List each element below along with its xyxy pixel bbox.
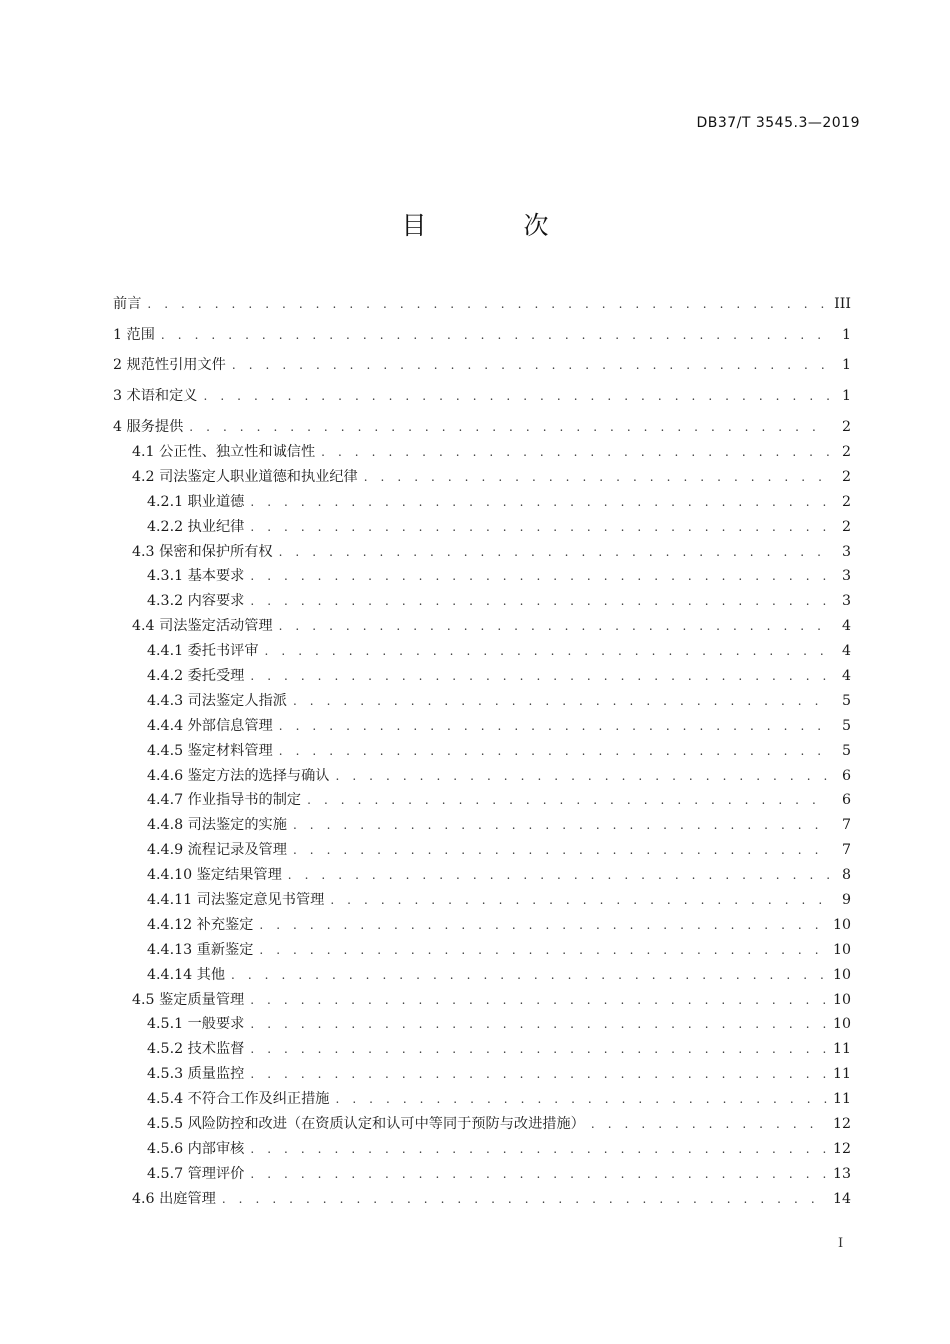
toc-entry[interactable] [113,490,851,515]
toc-entry-label: 4.5 鉴定质量管理 [132,991,245,1008]
toc-entry[interactable] [113,813,851,838]
toc-entry-page: 12 [832,1116,851,1133]
toc-entry-page: 3 [841,568,851,585]
toc-leader-dots [250,1012,827,1037]
toc-entry-page: 4 [841,643,851,660]
toc-entry-page: 10 [832,1016,851,1033]
toc-entry-page: 3 [841,593,851,610]
toc-entry-page: 4 [841,667,851,684]
toc-entry-page: 14 [832,1190,851,1207]
toc-leader-dots [259,913,827,938]
toc-entry-label: 4.1 公正性、独立性和诚信性 [132,443,316,460]
toc-entry-label: 4.5.3 质量监控 [147,1066,245,1083]
toc-entry-label: 4.4.1 委托书评审 [147,643,259,660]
toc-leader-dots [321,440,829,465]
toc-entry[interactable] [113,838,851,863]
toc-entry[interactable] [113,963,851,988]
toc-leader-dots [336,1087,827,1112]
toc-leader-dots [232,353,829,378]
toc-entry-page: 13 [832,1165,851,1182]
toc-leader-dots [293,838,829,863]
toc-entry-label: 4.6 出庭管理 [132,1190,216,1207]
toc-entry-page: 8 [841,867,851,884]
toc-entry-label: 4.2.2 执业纪律 [147,518,245,535]
toc-entry[interactable] [113,440,851,465]
toc-entry-label: 4.5.1 一般要求 [147,1016,245,1033]
toc-entry[interactable] [113,714,851,739]
toc-entry-label: 4.4.6 鉴定方法的选择与确认 [147,767,330,784]
toc-entry[interactable] [113,515,851,540]
toc-entry[interactable] [113,348,851,379]
toc-entry-label: 前言 [113,295,142,312]
toc-entry-page: 11 [832,1041,851,1058]
toc-entry[interactable] [113,913,851,938]
toc-entry-page: 10 [832,941,851,958]
toc-entry[interactable] [113,1037,851,1062]
toc-entry[interactable] [113,409,851,440]
toc-entry[interactable] [113,564,851,589]
toc-entry-label: 4.3 保密和保护所有权 [132,543,273,560]
toc-entry-page: 2 [841,443,851,460]
toc-leader-dots [231,963,827,988]
toc-entry-label: 4.4.10 鉴定结果管理 [147,867,282,884]
table-of-contents [113,286,851,1212]
toc-entry-page: 10 [832,916,851,933]
toc-entry-label: 4.4.5 鉴定材料管理 [147,742,273,759]
toc-entry-page: 5 [841,692,851,709]
toc-entry[interactable] [113,888,851,913]
toc-entry-page: 5 [841,742,851,759]
toc-entry[interactable] [113,614,851,639]
toc-entry-page: 1 [841,326,851,343]
toc-entry-label: 4.4.3 司法鉴定人指派 [147,692,287,709]
toc-entry[interactable] [113,1137,851,1162]
toc-entry[interactable] [113,739,851,764]
toc-leader-dots [259,938,827,963]
toc-entry[interactable] [113,764,851,789]
toc-entry[interactable] [113,1112,851,1137]
toc-entry-label: 1 范围 [113,326,155,343]
toc-entry-label: 4.4.8 司法鉴定的实施 [147,817,287,834]
toc-leader-dots [279,739,829,764]
toc-entry[interactable] [113,664,851,689]
toc-leader-dots [250,1162,827,1187]
toc-entry-label: 4.5.2 技术监督 [147,1041,245,1058]
toc-entry[interactable] [113,286,851,317]
toc-entry-page: 10 [832,991,851,1008]
toc-entry-page: 2 [841,518,851,535]
toc-leader-dots [591,1112,827,1137]
toc-entry[interactable] [113,863,851,888]
toc-leader-dots [203,384,829,409]
toc-entry-label: 4.5.6 内部审核 [147,1140,245,1157]
toc-entry-page: 1 [841,388,851,405]
toc-entry-label: 4.4.14 其他 [147,966,226,983]
toc-entry[interactable] [113,938,851,963]
document-code: DB37/T 3545.3—2019 [696,115,860,131]
toc-leader-dots [250,1037,827,1062]
toc-entry-page: III [834,295,851,312]
toc-entry-page: 2 [841,468,851,485]
toc-leader-dots [147,292,828,317]
toc-leader-dots [364,465,829,490]
toc-entry-label: 4.4.2 委托受理 [147,667,245,684]
toc-entry[interactable] [113,1162,851,1187]
toc-leader-dots [279,614,829,639]
toc-entry-page: 3 [841,543,851,560]
toc-leader-dots [250,564,829,589]
toc-leader-dots [250,664,829,689]
toc-entry-label: 4.3.2 内容要求 [147,593,245,610]
toc-entry-page: 11 [832,1091,851,1108]
toc-entry[interactable] [113,1012,851,1037]
toc-leader-dots [265,639,829,664]
toc-entry-page: 4 [841,618,851,635]
toc-entry-page: 7 [841,817,851,834]
toc-entry-page: 5 [841,717,851,734]
toc-entry-label: 4.5.7 管理评价 [147,1165,245,1182]
toc-entry[interactable] [113,639,851,664]
toc-leader-dots [288,863,829,888]
toc-entry[interactable] [113,1087,851,1112]
toc-leader-dots [250,515,829,540]
toc-entry-page: 12 [832,1140,851,1157]
toc-entry-label: 4.4 司法鉴定活动管理 [132,618,273,635]
toc-leader-dots [250,988,827,1013]
page-number: I [838,1236,844,1251]
toc-leader-dots [293,689,829,714]
toc-entry-label: 4.4.7 作业指导书的制定 [147,792,302,809]
toc-entry[interactable] [113,317,851,348]
toc-leader-dots [250,1062,827,1087]
toc-entry-page: 1 [841,357,851,374]
toc-entry[interactable] [113,465,851,490]
toc-entry-label: 4.4.12 补充鉴定 [147,916,254,933]
toc-entry-page: 6 [841,792,851,809]
toc-entry[interactable] [113,540,851,565]
toc-leader-dots [189,415,829,440]
toc-entry-label: 4.5.5 风险防控和改进（在资质认定和认可中等同于预防与改进措施） [147,1116,585,1133]
toc-entry[interactable] [113,689,851,714]
toc-entry-page: 6 [841,767,851,784]
toc-leader-dots [161,323,829,348]
toc-entry-page: 9 [841,892,851,908]
toc-entry[interactable] [113,988,851,1013]
toc-entry-label: 4.5.4 不符合工作及纠正措施 [147,1091,330,1108]
toc-entry-label: 4.4.9 流程记录及管理 [147,842,287,859]
toc-leader-dots [307,788,829,813]
toc-title: 目 次 [401,211,585,240]
toc-entry-label: 4 服务提供 [113,419,184,436]
toc-entry-page: 2 [841,493,851,510]
toc-leader-dots [250,490,829,515]
toc-entry-page: 11 [832,1066,851,1083]
toc-leader-dots [293,813,829,838]
toc-leader-dots [279,540,829,565]
toc-entry-label: 4.2.1 职业道德 [147,493,245,510]
toc-leader-dots [336,764,830,789]
toc-leader-dots [330,888,829,913]
toc-entry[interactable] [113,1187,851,1212]
toc-entry[interactable] [113,589,851,614]
toc-entry-label: 2 规范性引用文件 [113,357,226,374]
toc-entry-label: 4.3.1 基本要求 [147,568,245,585]
toc-entry-page: 10 [832,966,851,983]
toc-leader-dots [250,589,829,614]
toc-entry[interactable] [113,378,851,409]
toc-entry[interactable] [113,1062,851,1087]
toc-entry[interactable] [113,788,851,813]
toc-entry-label: 4.4.4 外部信息管理 [147,717,273,734]
toc-entry-label: 4.4.13 重新鉴定 [147,941,254,958]
toc-entry-label: 3 术语和定义 [113,388,198,405]
toc-entry-label: 4.2 司法鉴定人职业道德和执业纪律 [132,468,358,485]
toc-entry-label: 4.4.11 司法鉴定意见书管理 [147,892,325,908]
toc-leader-dots [279,714,829,739]
toc-entry-page: 2 [841,419,851,436]
toc-leader-dots [222,1187,827,1212]
toc-leader-dots [250,1137,827,1162]
toc-entry-page: 7 [841,842,851,859]
